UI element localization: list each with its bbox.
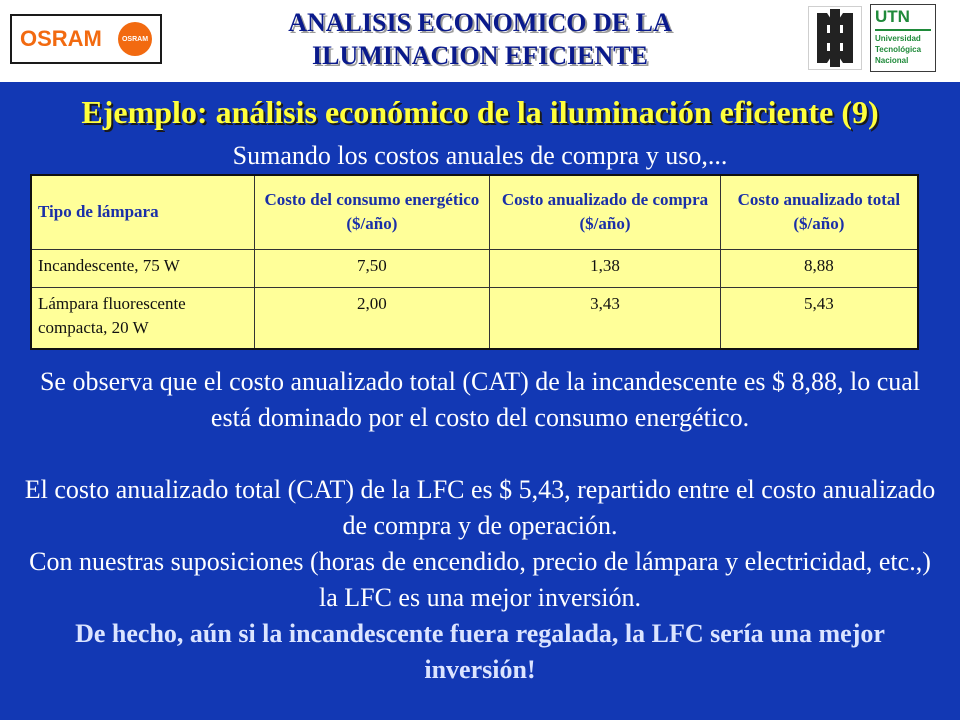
table-cell: 7,50 xyxy=(254,249,490,287)
utn-sub-line1: Universidad xyxy=(875,34,921,43)
table-cell: Incandescente, 75 W xyxy=(31,249,254,287)
table-cell: 3,43 xyxy=(490,287,721,349)
utn-sub-line3: Nacional xyxy=(875,56,909,65)
table-cell: 5,43 xyxy=(720,287,918,349)
paragraph-cat-incandescent: Se observa que el costo anualizado total (CAT) de la incandescente es $ 8,88, lo cual está dominado por el costo del consumo energético. xyxy=(39,367,921,432)
utn-divider xyxy=(875,29,931,31)
utn-subtitle xyxy=(875,33,935,66)
utn-label: UTN xyxy=(875,7,910,26)
utn-sub-line2: Tecnológica xyxy=(875,45,922,54)
table-row xyxy=(31,287,918,349)
paragraph-assumptions: Con nuestras suposiciones (horas de encendido, precio de lámpara y electricidad, etc.,) la LFC es una mejor inversión. xyxy=(29,547,931,612)
slide-title: Ejemplo: análisis económico de la iluminación eficiente (9) xyxy=(81,94,879,130)
cost-table xyxy=(30,174,919,350)
table-header-cell: Costo del consumo energético ($/año) xyxy=(254,175,490,249)
utn-logo xyxy=(808,4,938,74)
table-cell: 2,00 xyxy=(254,287,490,349)
osram-logo xyxy=(10,14,162,64)
paragraph-cat-lfc: El costo anualizado total (CAT) de la LFC es $ 5,43, repartido entre el costo anualizado de compra y de operación. xyxy=(24,475,936,540)
osram-bulb-text: OSRAM xyxy=(121,35,149,43)
table-row xyxy=(31,249,918,287)
table-header-row xyxy=(31,175,918,249)
table-cell: 1,38 xyxy=(490,249,721,287)
header-title-line2: ILUMINACION EFICIENTE xyxy=(312,41,648,70)
intro-text: Sumando los costos anuales de compra y uso,... xyxy=(232,141,728,170)
paragraph-conclusion: De hecho, aún si la incandescente fuera regalada, la LFC sería una mejor inversión! xyxy=(75,619,885,684)
osram-bulb-icon xyxy=(118,22,152,56)
table-header-cell: Costo anualizado total ($/año) xyxy=(720,175,918,249)
header xyxy=(0,0,960,82)
table-header-cell: Costo anualizado de compra ($/año) xyxy=(490,175,721,249)
utn-wordmark xyxy=(870,4,936,72)
header-title xyxy=(180,6,780,72)
osram-logo-text: OSRAM xyxy=(20,26,102,51)
table-cell: 8,88 xyxy=(720,249,918,287)
header-title-line1: ANALISIS ECONOMICO DE LA xyxy=(288,8,672,37)
utn-emblem-graphic xyxy=(809,7,861,69)
table-cell: Lámpara fluorescente compacta, 20 W xyxy=(31,287,254,349)
content-area xyxy=(0,82,960,720)
table-header-cell: Tipo de lámpara xyxy=(31,175,254,249)
utn-emblem-icon xyxy=(808,6,862,70)
